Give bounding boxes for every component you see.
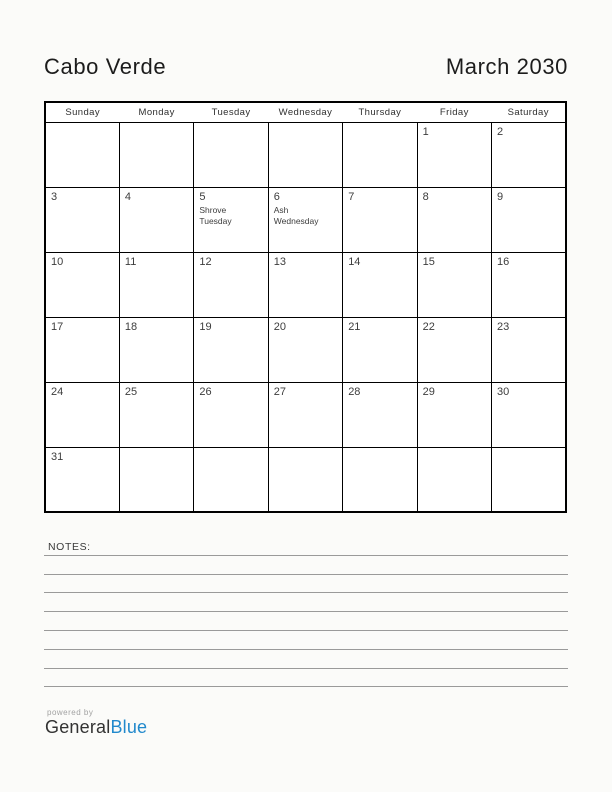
calendar-day-cell xyxy=(194,187,268,252)
date-number: 22 xyxy=(422,320,435,333)
calendar-day-cell xyxy=(268,122,342,187)
date-number: 4 xyxy=(124,190,132,203)
date-number: 18 xyxy=(124,320,138,333)
day-header-sunday: Sunday xyxy=(45,102,119,122)
calendar-day-cell xyxy=(268,382,342,447)
notes-ruled-line xyxy=(44,612,568,631)
calendar-day-cell xyxy=(417,187,491,252)
calendar-day-cell xyxy=(45,122,119,187)
logo-general-text: General xyxy=(45,717,111,737)
date-number: 12 xyxy=(199,255,212,268)
country-title: Cabo Verde xyxy=(44,54,167,79)
calendar-day-cell xyxy=(45,317,119,382)
notes-ruled-line xyxy=(44,556,568,575)
date-number: 28 xyxy=(348,385,361,398)
notes-ruled-line xyxy=(44,669,568,688)
calendar-week-row xyxy=(45,317,566,382)
date-number: 24 xyxy=(51,385,64,398)
date-number: 16 xyxy=(497,255,510,268)
general-blue-logo xyxy=(45,717,147,737)
notes-label: NOTES: xyxy=(48,541,91,553)
date-number: 8 xyxy=(422,190,429,203)
date-number: 9 xyxy=(497,190,504,203)
notes-ruled-line xyxy=(44,537,568,556)
holiday-label: Ash Wednesday xyxy=(273,204,319,226)
calendar-day-cell xyxy=(417,252,491,317)
date-number: 17 xyxy=(51,320,64,333)
date-number: 19 xyxy=(199,320,212,333)
notes-ruled-line xyxy=(44,593,568,612)
day-header-tuesday: Tuesday xyxy=(194,102,268,122)
notes-ruled-line xyxy=(44,631,568,650)
calendar-day-cell xyxy=(417,317,491,382)
date-number: 25 xyxy=(124,385,138,398)
calendar-day-header-row xyxy=(45,102,566,122)
calendar-day-cell xyxy=(194,447,268,512)
calendar-day-cell xyxy=(119,187,193,252)
date-number: 7 xyxy=(348,190,355,203)
date-number: 5 xyxy=(199,190,206,203)
calendar-day-cell xyxy=(119,252,193,317)
calendar-day-cell xyxy=(119,382,193,447)
calendar-grid xyxy=(44,101,567,513)
calendar-day-cell xyxy=(194,252,268,317)
calendar-header xyxy=(44,54,568,80)
holiday-label: Shrove Tuesday xyxy=(199,204,232,226)
date-number: 14 xyxy=(348,255,361,268)
date-number: 13 xyxy=(273,255,287,268)
calendar-week-row xyxy=(45,447,566,512)
footer-logo xyxy=(45,708,147,737)
calendar-day-cell xyxy=(268,252,342,317)
calendar-day-cell xyxy=(417,122,491,187)
calendar-day-cell xyxy=(119,447,193,512)
calendar-day-cell xyxy=(343,317,417,382)
calendar-week-row xyxy=(45,187,566,252)
calendar-day-cell xyxy=(343,382,417,447)
month-year-title: March 2030 xyxy=(445,54,568,79)
notes-ruled-line xyxy=(44,575,568,594)
calendar-day-cell xyxy=(492,447,566,512)
calendar-day-cell xyxy=(194,317,268,382)
notes-ruled-line xyxy=(44,650,568,669)
calendar-body xyxy=(45,122,566,512)
calendar-week-row xyxy=(45,252,566,317)
calendar-day-cell xyxy=(194,382,268,447)
date-number: 21 xyxy=(348,320,361,333)
notes-lines xyxy=(44,537,568,687)
calendar-day-cell xyxy=(492,187,566,252)
calendar-day-cell xyxy=(45,252,119,317)
date-number: 1 xyxy=(422,125,429,138)
calendar-day-cell xyxy=(119,317,193,382)
date-number: 3 xyxy=(51,190,58,203)
date-number: 27 xyxy=(273,385,287,398)
date-number: 2 xyxy=(497,125,504,138)
date-number: 26 xyxy=(199,385,212,398)
calendar-day-cell xyxy=(268,187,342,252)
day-header-friday: Friday xyxy=(417,102,491,122)
calendar-day-cell xyxy=(343,252,417,317)
day-header-thursday: Thursday xyxy=(343,102,417,122)
calendar-day-cell xyxy=(45,447,119,512)
calendar-week-row xyxy=(45,122,566,187)
calendar-day-cell xyxy=(343,187,417,252)
calendar-day-cell xyxy=(492,317,566,382)
calendar-day-cell xyxy=(417,447,491,512)
calendar-week-row xyxy=(45,382,566,447)
date-number: 15 xyxy=(422,255,435,268)
date-number: 6 xyxy=(273,190,280,203)
calendar-day-cell xyxy=(268,317,342,382)
calendar-day-cell xyxy=(45,382,119,447)
calendar-day-cell xyxy=(492,252,566,317)
day-header-saturday: Saturday xyxy=(492,102,566,122)
calendar-day-cell xyxy=(194,122,268,187)
notes-section xyxy=(44,537,568,687)
date-number: 10 xyxy=(51,255,64,268)
calendar-day-cell xyxy=(417,382,491,447)
calendar-day-cell xyxy=(343,447,417,512)
logo-blue-text: Blue xyxy=(110,717,148,737)
calendar-day-cell xyxy=(343,122,417,187)
date-number: 29 xyxy=(422,385,435,398)
calendar-day-cell xyxy=(45,187,119,252)
date-number: 20 xyxy=(273,320,287,333)
calendar-day-cell xyxy=(492,382,566,447)
date-number: 31 xyxy=(51,450,64,463)
date-number: 11 xyxy=(124,255,137,268)
day-header-monday: Monday xyxy=(119,102,193,122)
calendar-day-cell xyxy=(268,447,342,512)
date-number: 30 xyxy=(497,385,510,398)
date-number: 23 xyxy=(497,320,510,333)
powered-by-text: powered by xyxy=(47,708,94,717)
calendar-day-cell xyxy=(119,122,193,187)
calendar-day-cell xyxy=(492,122,566,187)
day-header-wednesday: Wednesday xyxy=(268,102,342,122)
